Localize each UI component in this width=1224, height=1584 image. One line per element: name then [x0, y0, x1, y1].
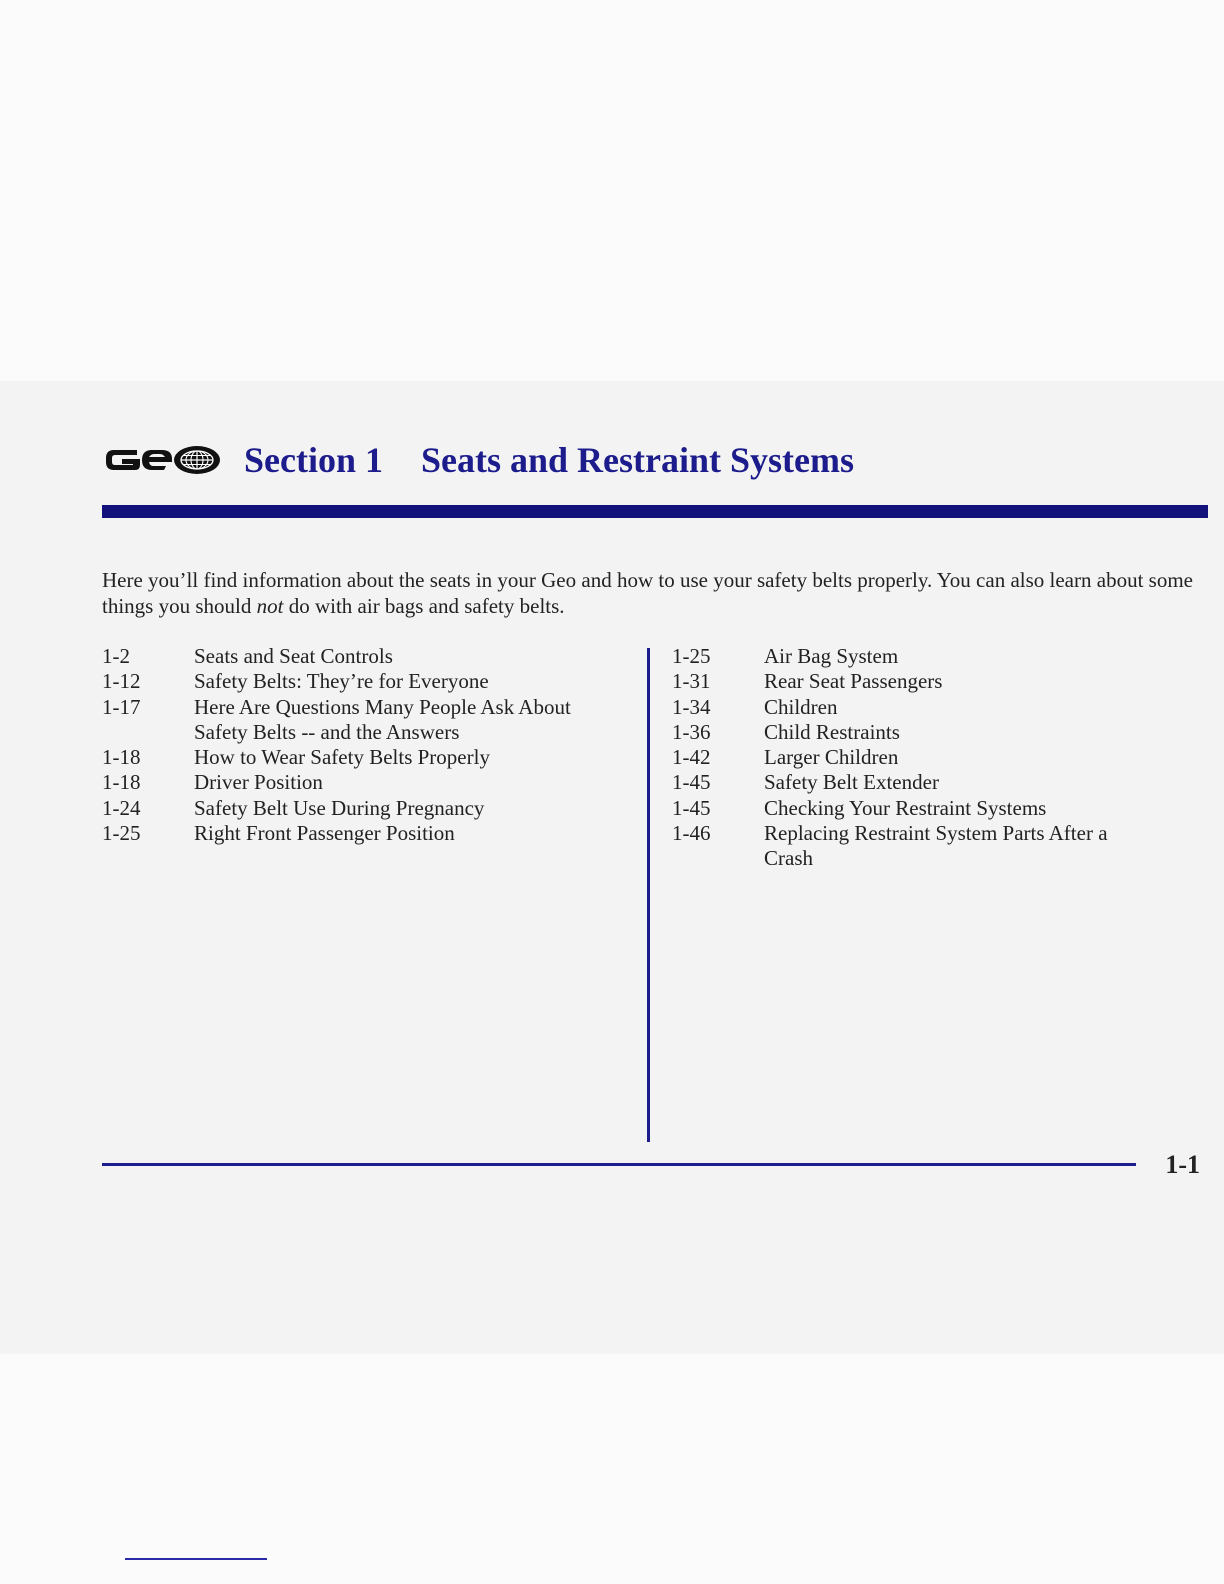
toc-entry[interactable]: [672, 669, 1192, 694]
intro-paragraph: [102, 567, 1208, 619]
toc-left-column: [102, 644, 632, 846]
toc-title: Larger Children: [764, 745, 899, 770]
toc-title: Safety Belt Extender: [764, 770, 939, 795]
header-rule: [102, 505, 1208, 518]
toc-title: Seats and Seat Controls: [194, 644, 393, 668]
toc-entry[interactable]: [102, 821, 632, 846]
toc-entry[interactable]: [102, 796, 632, 821]
toc-entry[interactable]: [672, 796, 1192, 821]
toc-page: 1-18: [102, 745, 141, 770]
section-number: Section 1: [244, 440, 383, 480]
toc-entry[interactable]: [672, 821, 1192, 872]
section-title: Seats and Restraint Systems: [421, 440, 855, 480]
column-divider: [647, 648, 650, 1142]
toc-title: Child Restraints: [764, 719, 900, 744]
toc-title: Checking Your Restraint Systems: [764, 795, 1047, 820]
toc-page: 1-45: [672, 795, 711, 820]
toc-title: How to Wear Safety Belts Properly: [194, 745, 490, 770]
toc-page: 1-12: [102, 669, 141, 694]
intro-text: Here you’ll find information about the seats in your Geo and how to use your safety belts properly. You can also learn about some things you should: [102, 568, 1193, 618]
toc-page: 1-24: [102, 795, 141, 820]
toc-entry[interactable]: [102, 745, 632, 770]
geo-logo: [104, 442, 222, 478]
toc-page: 1-31: [672, 669, 711, 694]
toc-entry[interactable]: [102, 644, 632, 669]
section-header: [104, 436, 854, 484]
toc-page: 1-18: [102, 770, 141, 795]
toc-entry[interactable]: [672, 745, 1192, 770]
toc-entry[interactable]: [672, 770, 1192, 795]
toc-page: 1-42: [672, 745, 711, 770]
toc-page: 1-46: [672, 821, 711, 846]
toc-entry[interactable]: [102, 695, 632, 746]
toc-title: Air Bag System: [764, 644, 899, 668]
toc-entry[interactable]: [672, 695, 1192, 720]
toc-page: 1-34: [672, 694, 711, 719]
toc-title: Safety Belt Use During Pregnancy: [194, 795, 485, 820]
toc-title: Here Are Questions Many People Ask About Safety Belts -- and the Answers: [194, 694, 571, 744]
toc-title: Rear Seat Passengers: [764, 669, 943, 694]
toc-right-column: [672, 644, 1192, 872]
toc-page: 1-2: [102, 644, 130, 668]
toc-title: Children: [764, 694, 838, 719]
toc-title: Replacing Restraint System Parts After a Crash: [764, 821, 1108, 871]
toc-title: Safety Belts: They’re for Everyone: [194, 669, 489, 694]
intro-emphasis: not: [256, 594, 284, 618]
toc-entry[interactable]: [102, 669, 632, 694]
toc-title: Right Front Passenger Position: [194, 821, 455, 846]
footer-rule: [102, 1163, 1136, 1166]
toc-page: 1-25: [102, 821, 141, 846]
toc-entry[interactable]: [672, 644, 1192, 669]
toc-page: 1-17: [102, 694, 141, 719]
toc-entry[interactable]: [102, 770, 632, 795]
footer-link-underline[interactable]: [125, 1558, 267, 1560]
toc-page: 1-45: [672, 770, 711, 795]
toc-page: 1-36: [672, 719, 711, 744]
toc-page: 1-25: [672, 644, 711, 668]
page-number: 1-1: [1165, 1150, 1200, 1179]
toc-entry[interactable]: [672, 720, 1192, 745]
toc-title: Driver Position: [194, 770, 323, 795]
intro-text-end: do with air bags and safety belts.: [283, 594, 565, 618]
